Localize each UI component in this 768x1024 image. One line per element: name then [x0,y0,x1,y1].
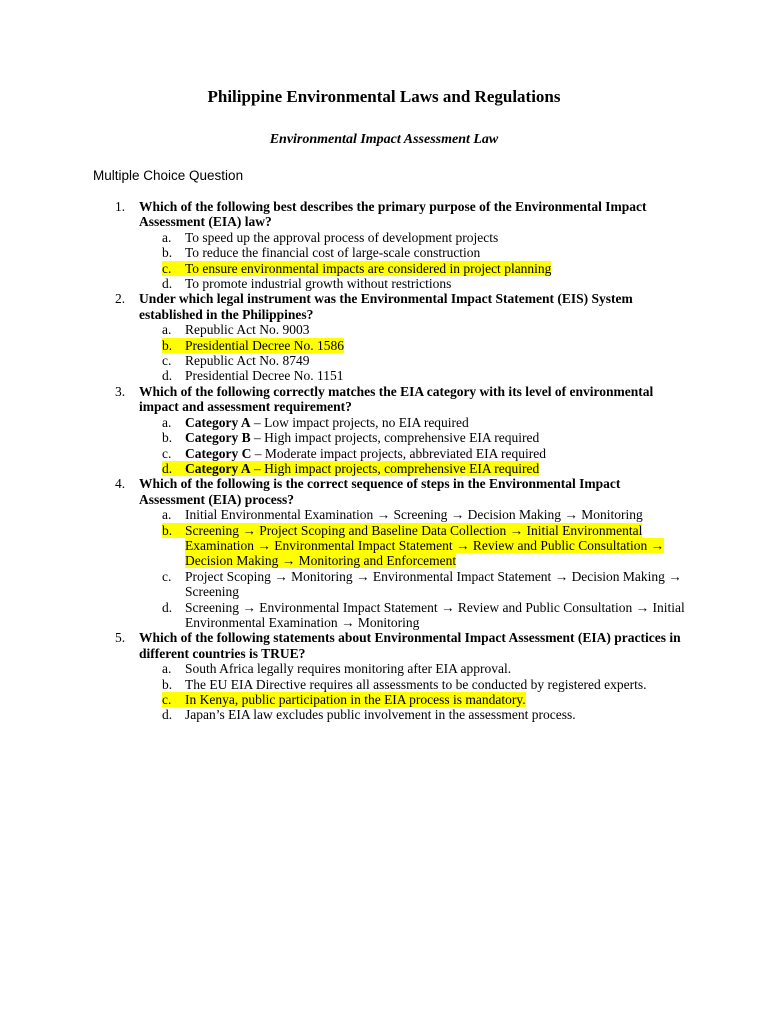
option-letter: a. [162,661,172,677]
category-term: Category C [185,445,252,461]
option-3-d [0,461,768,476]
option-4-b [0,523,768,569]
option-content [185,245,480,260]
option-5-a [0,661,768,676]
category-term: Category A [185,414,251,430]
option-2-b [0,338,768,353]
option-text: Presidential Decree No. 1586 [185,337,344,353]
option-4-d [0,600,768,631]
document-title: Philippine Environmental Laws and Regulations [207,87,561,106]
option-letter: a. [162,507,172,523]
option-text: Project Scoping → Monitoring → Environmental Impact Statement → Decision Making → Screening [185,568,682,600]
option-text: Republic Act No. 8749 [185,353,310,369]
option-text-block [185,338,685,353]
option-letter: a. [162,414,172,430]
option-content [185,368,343,383]
option-text: Screening → Project Scoping and Baseline Data Collection → Initial Environmental Examination → Environmental Impact Statement → Review and Public Consultation → Decision Making → Monitoring and Enforcement [185,522,665,569]
option-letter: b. [162,676,173,692]
option-text-block [185,276,685,291]
option-letter: b. [162,430,173,446]
option-text-block [185,507,685,522]
option-letter: d. [162,368,173,384]
option-text-block [185,461,685,476]
option-text-block [185,415,685,430]
option-3-b [0,430,768,445]
option-content [185,661,511,676]
option-letter: b. [162,523,185,538]
option-text-block [185,261,685,276]
option-text-block [185,677,685,692]
option-text-block [185,430,685,445]
document-subtitle: Environmental Impact Assessment Law [269,132,499,147]
option-text-block [185,446,685,461]
option-5-d [0,707,768,722]
option-1-d [0,276,768,291]
option-text-block [185,692,685,707]
option-text-block [185,523,685,569]
option-1-a [0,230,768,245]
option-text: The EU EIA Directive requires all assessments to be conducted by registered experts. [185,676,647,692]
option-text-block [185,322,685,337]
question-text: Under which legal instrument was the Environmental Impact Statement (EIS) System established in the Philippines? [139,291,633,322]
question-number: 1. [115,199,126,214]
option-text-block [185,600,685,631]
option-content [185,569,682,599]
option-text: Screening → Environmental Impact Statement → Review and Public Consultation → Initial Environmental Examination → Monitoring [185,599,685,630]
question-1 [0,199,768,230]
option-letter: d. [162,707,173,723]
option-text-block [185,661,685,676]
option-content [185,461,539,476]
question-text: Which of the following statements about Environmental Impact Assessment (EIA) practices in different countries is TRUE? [139,630,681,661]
option-text-block [185,707,685,722]
option-text: – High impact projects, comprehensive EIA required [250,460,540,476]
option-3-a [0,415,768,430]
option-content [185,600,685,630]
option-letter: c. [162,568,172,584]
option-content [185,230,498,245]
question-number: 4. [115,476,126,492]
option-letter: c. [162,445,172,461]
option-2-d [0,368,768,383]
question-text: Which of the following is the correct sequence of steps in the Environmental Impact Assessment (EIA) process? [139,476,621,507]
question-5 [0,630,768,661]
option-letter: c. [162,353,172,369]
option-content [185,338,344,353]
option-2-a [0,322,768,337]
option-text-block [185,368,685,383]
option-content [185,677,646,692]
section-label: Multiple Choice Question [93,168,244,183]
option-text: – Low impact projects, no EIA required [250,414,469,430]
option-text-block [185,230,685,245]
question-number: 5. [115,630,126,646]
option-letter: c. [162,261,185,276]
option-content [185,707,576,722]
question-3 [0,384,768,415]
option-4-a [0,507,768,522]
option-4-c [0,569,768,600]
option-5-b [0,677,768,692]
option-text: Japan’s EIA law excludes public involvement in the assessment process. [185,707,576,723]
option-text-block [185,353,685,368]
option-content [185,446,546,461]
option-text: To promote industrial growth without restrictions [185,276,452,292]
option-content [185,430,539,445]
option-3-c [0,446,768,461]
option-letter: b. [162,245,173,261]
option-2-c [0,353,768,368]
question-text: Which of the following best describes the primary purpose of the Environmental Impact Assessment (EIA) law? [139,199,647,230]
option-5-c [0,692,768,707]
question-number: 2. [115,291,126,307]
option-1-b [0,245,768,260]
option-content [185,261,551,276]
option-text: – Moderate impact projects, abbreviated EIA required [251,445,546,461]
category-term: Category A [185,460,251,476]
option-text: To reduce the financial cost of large-scale construction [185,245,481,261]
option-content [185,353,310,368]
option-content [185,415,469,430]
option-text: Presidential Decree No. 1151 [185,368,344,384]
option-letter: a. [162,229,172,245]
option-letter: d. [162,461,185,476]
question-4 [0,476,768,507]
option-text-block [185,245,685,260]
option-letter: c. [162,692,185,707]
question-number: 3. [115,383,126,399]
option-letter: d. [162,276,173,292]
option-letter: d. [162,599,173,615]
option-1-c [0,261,768,276]
option-content [185,692,526,707]
option-content [185,322,310,337]
option-text-block [185,569,685,600]
option-text: To ensure environmental impacts are considered in project planning [185,260,552,276]
option-content [185,276,451,291]
option-text: – High impact projects, comprehensive EIA required [250,430,540,446]
option-text: Republic Act No. 9003 [185,322,310,338]
option-letter: a. [162,322,172,338]
option-letter: b. [162,338,185,353]
question-text: Which of the following correctly matches the EIA category with its level of environmental impact and assessment requirement? [139,383,654,415]
option-text: South Africa legally requires monitoring after EIA approval. [185,661,512,677]
option-content [185,507,643,522]
question-list [0,199,768,723]
option-text: Initial Environmental Examination → Screening → Decision Making → Monitoring [185,507,643,523]
option-text: To speed up the approval process of development projects [185,229,499,245]
option-content [185,523,664,569]
option-text: In Kenya, public participation in the EIA process is mandatory. [185,692,526,707]
question-2 [0,291,768,322]
category-term: Category B [185,430,251,446]
